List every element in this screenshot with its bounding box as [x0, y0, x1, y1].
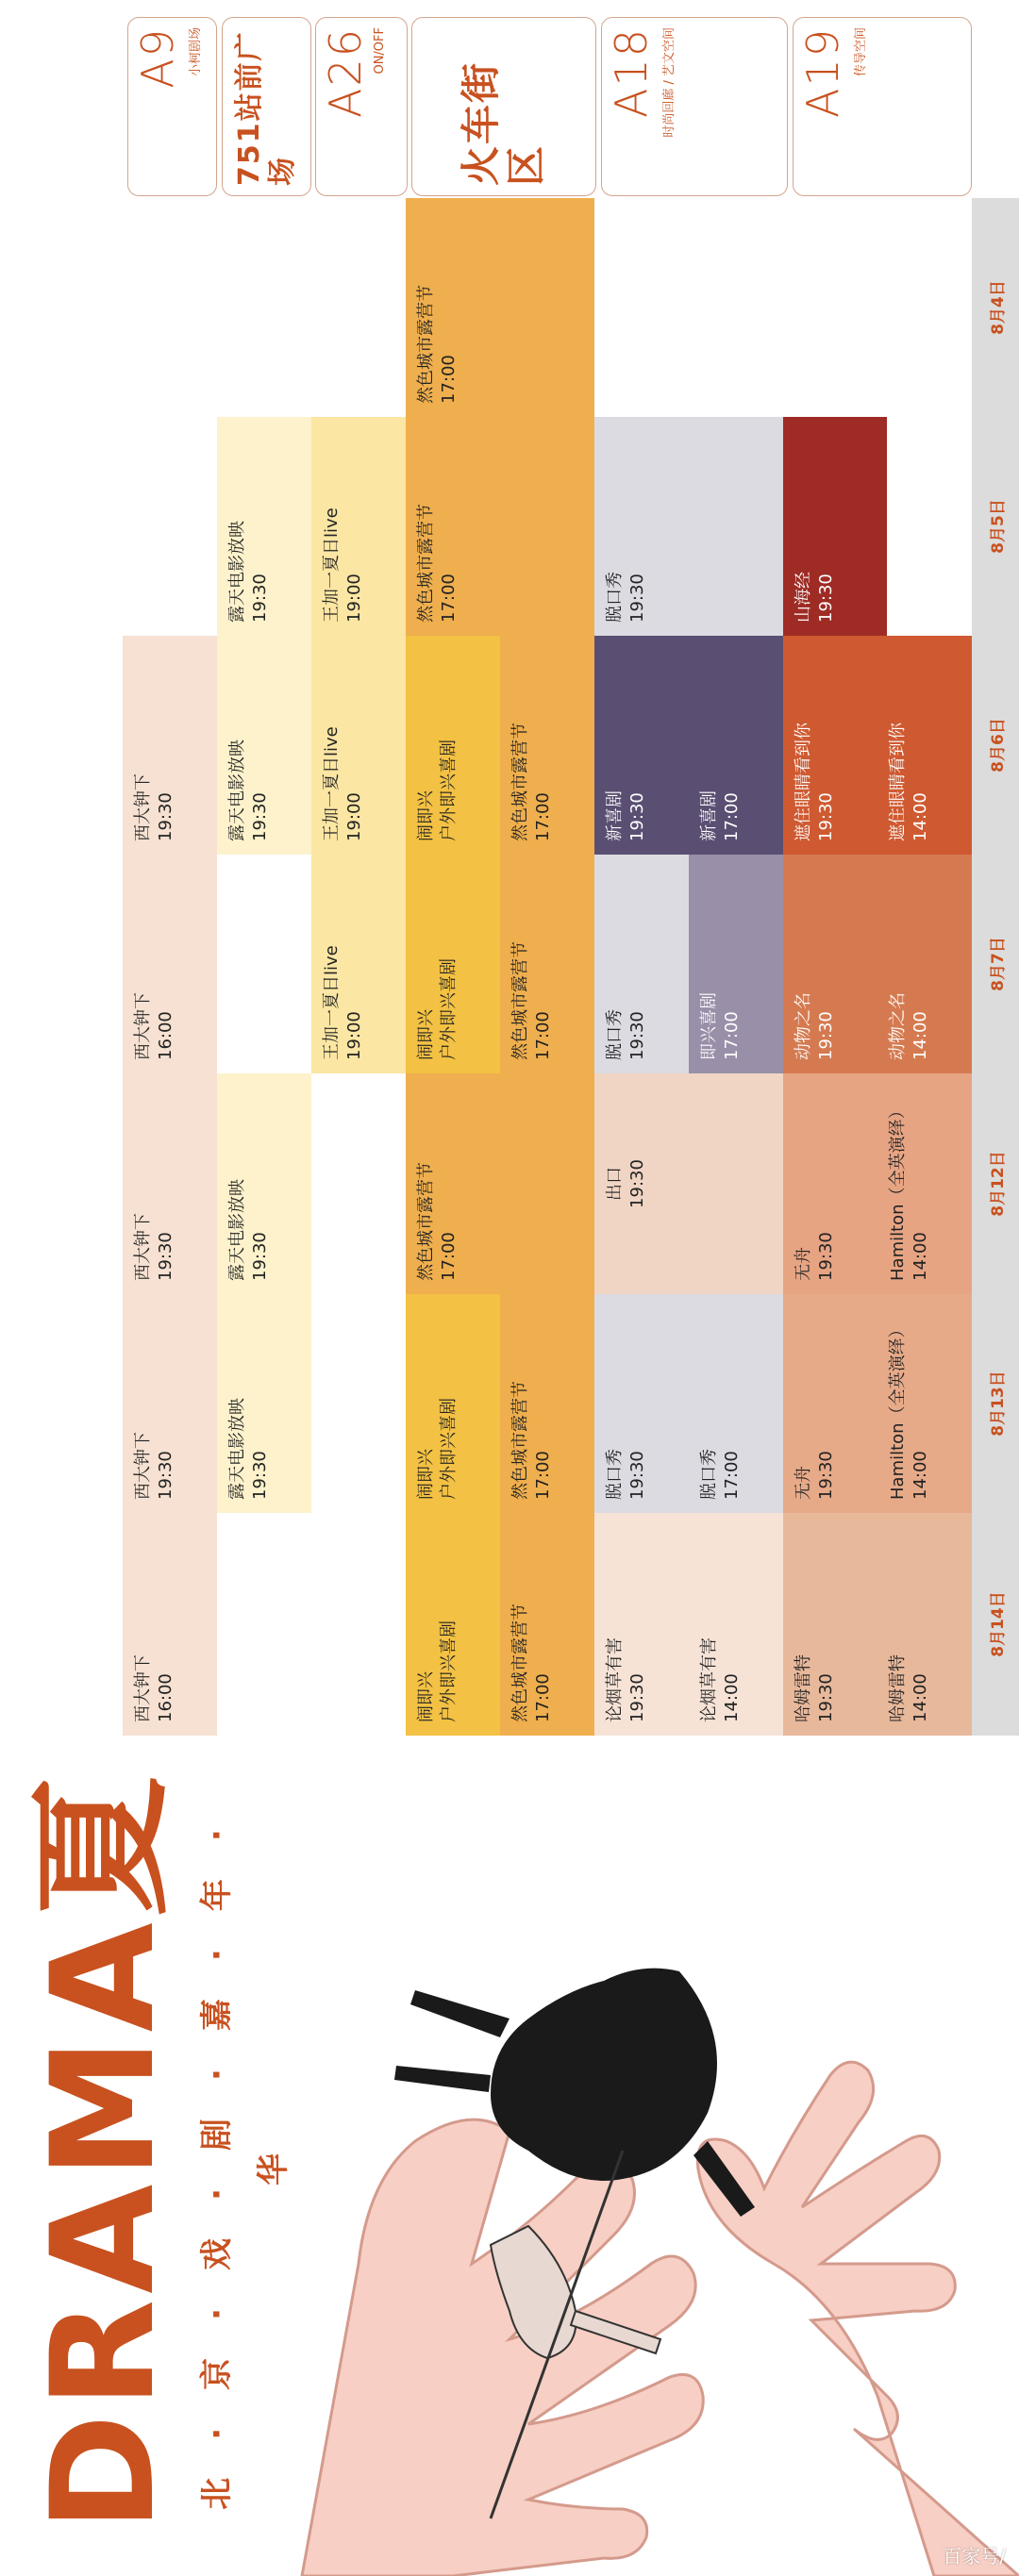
schedule-cell: 王加一夏日live 19:00	[311, 855, 406, 1073]
schedule-cell: 王加一夏日live 19:00	[311, 417, 406, 636]
schedule-cell: 无舟 19:30	[783, 1294, 877, 1513]
venue-sub: ON/OFF	[373, 27, 387, 75]
venue-sub: 小柯剧场	[189, 27, 203, 77]
date-aug12: 8月12日	[988, 1151, 1008, 1217]
schedule-cell: 动物之名 19:30	[783, 855, 877, 1073]
schedule-cell: 然色城市露营节 17:00	[500, 636, 594, 855]
venue-a26	[315, 17, 408, 196]
venue-code: 751站前广场	[233, 30, 299, 186]
schedule-cell: 脱口秀 19:30	[594, 855, 689, 1073]
schedule-cell: 西大钟下 16:00	[123, 1513, 217, 1736]
schedule-cell: 西大钟下 19:30	[123, 1073, 217, 1294]
schedule-cell: 闹即兴 户外即兴喜剧	[406, 855, 500, 1073]
schedule-cell: 露天电影放映 19:30	[217, 417, 311, 636]
venue-a19	[793, 17, 972, 196]
schedule-cell: 闹即兴 户外即兴喜剧	[406, 636, 500, 855]
schedule-cell: Hamilton（全英演绎） 14:00	[877, 1073, 972, 1294]
schedule-cell: 山海经 19:30	[783, 417, 887, 636]
schedule-cell: 即兴喜剧 17:00	[689, 855, 783, 1073]
date-aug7: 8月7日	[988, 937, 1008, 991]
venue-sub: 传导空间	[854, 27, 868, 77]
brand-title: DRAMA夏	[22, 1770, 186, 2532]
venue-code: A18	[606, 27, 657, 119]
venue-a9	[127, 17, 217, 196]
date-aug13: 8月13日	[988, 1371, 1008, 1437]
schedule-cell: 露天电影放映 19:30	[217, 1073, 311, 1294]
venue-train-block	[411, 17, 596, 196]
schedule-cell: 哈姆雷特 19:30	[783, 1513, 877, 1736]
schedule-cell: 脱口秀 19:30	[594, 1294, 689, 1513]
schedule-cell: 然色城市露营节 17:00	[406, 417, 594, 636]
schedule-cell: 闹即兴 户外即兴喜剧	[406, 1294, 500, 1513]
schedule-cell: 新喜剧 19:30	[594, 636, 689, 855]
watermark: 百家号/	[943, 2545, 1006, 2568]
schedule-cell: 然色城市露营节 17:00	[500, 1294, 594, 1513]
schedule-cell: 然色城市露营节 17:00	[406, 198, 594, 417]
schedule-cell: 西大钟下 19:30	[123, 1294, 217, 1513]
venue-751-plaza	[222, 17, 311, 196]
venue-a18	[601, 17, 788, 196]
schedule-cell: 遮住眼睛看到你 14:00	[877, 636, 972, 855]
date-header-row	[972, 198, 1019, 1736]
schedule-cell: 新喜剧 17:00	[689, 636, 783, 855]
schedule-cell: 露天电影放映 19:30	[217, 636, 311, 855]
venue-sub: 时尚回廊 / 艺文空间	[662, 27, 677, 138]
schedule-cell: 脱口秀 17:00	[689, 1294, 783, 1513]
schedule-cell: 出口 19:30	[594, 1073, 783, 1294]
date-aug4: 8月4日	[988, 280, 1008, 335]
date-aug14: 8月14日	[988, 1591, 1008, 1657]
venue-code: 火车街区	[457, 60, 549, 186]
schedule-cell: 王加一夏日live 19:00	[311, 636, 406, 855]
schedule-cell: 然色城市露营节 17:00	[500, 1513, 594, 1736]
venue-code: A9	[132, 27, 183, 89]
schedule-cell: Hamilton（全英演绎） 14:00	[877, 1294, 972, 1513]
schedule-cell: 动物之名 14:00	[877, 855, 972, 1073]
date-aug5: 8月5日	[988, 499, 1008, 554]
schedule-cell: 无舟 19:30	[783, 1073, 877, 1294]
schedule-cell: 西大钟下 19:30	[123, 636, 217, 855]
schedule-cell: 遮住眼睛看到你 19:30	[783, 636, 877, 855]
date-aug6: 8月6日	[988, 718, 1008, 773]
schedule-cell: 论烟草有害 14:00	[689, 1513, 783, 1736]
venue-code: A26	[320, 27, 371, 119]
schedule-cell: 然色城市露营节 17:00	[500, 855, 594, 1073]
schedule-cell: 闹即兴 户外即兴喜剧	[406, 1513, 500, 1736]
schedule-cell: 西大钟下 16:00	[123, 855, 217, 1073]
schedule-cell: 脱口秀 19:30	[594, 417, 783, 636]
schedule-cell: 哈姆雷特 14:00	[877, 1513, 972, 1736]
venue-code: A19	[797, 27, 848, 119]
schedule-cell: 露天电影放映 19:30	[217, 1294, 311, 1513]
schedule-cell: 论烟草有害 19:30	[594, 1513, 689, 1736]
brand-subtitle: 北·京·戏·剧·嘉·年·华	[198, 1791, 292, 2510]
schedule-cell: 然色城市露营节 17:00	[406, 1073, 594, 1294]
